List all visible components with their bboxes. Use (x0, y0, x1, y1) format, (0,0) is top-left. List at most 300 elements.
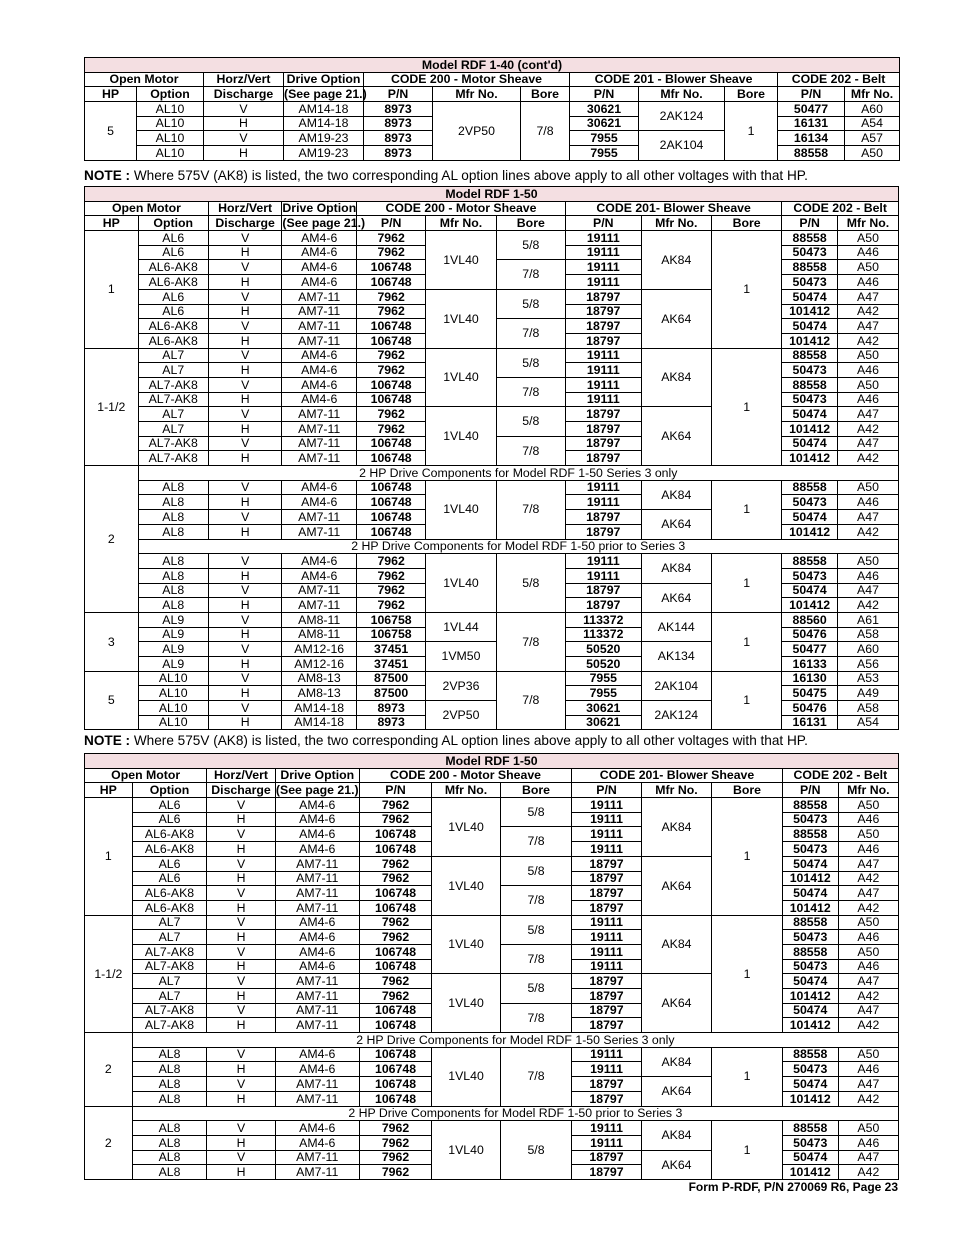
cell: AK64 (641, 289, 711, 348)
cell: AL10 (137, 102, 204, 117)
cell: 30621 (565, 715, 641, 730)
cell: 1VL44 (426, 612, 496, 641)
cell: AL8 (138, 554, 208, 569)
cell: 50473 (782, 495, 838, 510)
cell: AM14-18 (282, 715, 357, 730)
cell: AM4-6 (282, 568, 357, 583)
cell: A42 (838, 871, 898, 886)
table-row (85, 480, 899, 495)
cell: H (207, 1135, 275, 1150)
cell: 101412 (782, 1165, 838, 1180)
cell: 50476 (782, 701, 838, 716)
cell: H (208, 627, 282, 642)
cell: A47 (837, 436, 898, 451)
cell: 1VL40 (426, 407, 496, 466)
cell: A46 (837, 568, 898, 583)
cell: A46 (838, 1135, 898, 1150)
hp-cell: 1 (85, 798, 133, 916)
note-text: Where 575V (AK8) is listed, the two corresponding AL option lines above apply to all other voltages with that HP. (130, 733, 808, 748)
cell: 1VL40 (432, 1047, 500, 1106)
header-see-page: (See page 21.) (282, 216, 366, 231)
cell: 101412 (782, 871, 838, 886)
cell: AM14-18 (284, 116, 364, 131)
cell: AK84 (641, 1047, 712, 1076)
cell: 50473 (782, 930, 838, 945)
cell: A47 (837, 407, 898, 422)
header-code-200: CODE 200 - Motor Sheave (356, 201, 565, 216)
cell: AM7-11 (282, 510, 357, 525)
cell: 1VL40 (432, 798, 500, 857)
cell: 106748 (356, 392, 425, 407)
header-horz-vert: Horz/Vert (204, 72, 284, 87)
cell: V (207, 944, 275, 959)
cell: 1 (712, 798, 783, 916)
cell: 88560 (782, 612, 838, 627)
cell: 113372 (565, 627, 641, 642)
cell: 101412 (782, 333, 838, 348)
header-pn: P/N (782, 216, 838, 231)
cell: H (207, 900, 275, 915)
cell: 16131 (782, 715, 838, 730)
cell: A42 (838, 1165, 898, 1180)
header-mfr: Mfr No. (641, 783, 712, 798)
hp-cell: 3 (85, 612, 139, 671)
cell: AK84 (641, 1121, 712, 1150)
cell: H (208, 524, 282, 539)
cell: 7962 (356, 598, 425, 613)
header-code-200: CODE 200 - Motor Sheave (359, 768, 572, 783)
cell: 8973 (356, 701, 425, 716)
cell: 19111 (572, 1047, 641, 1062)
cell: 1 (711, 348, 781, 466)
cell: AM7-11 (282, 333, 357, 348)
cell: A47 (838, 1077, 898, 1092)
cell: AM4-6 (275, 1047, 359, 1062)
cell: AL9 (138, 612, 208, 627)
cell: 50473 (782, 1135, 838, 1150)
cell: 7962 (356, 363, 425, 378)
header-mfr: Mfr No. (845, 87, 900, 102)
cell: 106748 (356, 319, 425, 334)
cell: V (208, 319, 282, 334)
cell: 7/8 (496, 377, 565, 406)
cell: AM4-6 (275, 1135, 359, 1150)
cell: AM4-6 (282, 260, 357, 275)
cell: 1VL40 (432, 1121, 500, 1180)
cell: 106748 (359, 1091, 432, 1106)
cell: 19111 (572, 944, 641, 959)
cell: 19111 (572, 798, 641, 813)
cell: H (207, 1062, 275, 1077)
cell: 18797 (572, 1018, 641, 1033)
cell: 7955 (570, 131, 639, 146)
cell: 7/8 (496, 480, 565, 539)
cell: 88558 (782, 554, 838, 569)
cell: 7/8 (496, 612, 565, 671)
cell: 7962 (359, 812, 432, 827)
header-code-201: CODE 201- Blower Sheave (565, 201, 781, 216)
hp-cell: 5 (85, 102, 137, 161)
cell: 18797 (565, 583, 641, 598)
header-pn: P/N (570, 87, 639, 102)
section-note: 2 HP Drive Components for Model RDF 1-50 Series 3 only (132, 1033, 898, 1048)
cell: V (208, 480, 282, 495)
cell: AL10 (138, 671, 208, 686)
cell: 50477 (778, 102, 845, 117)
header-bore: Bore (500, 783, 572, 798)
cell: A60 (845, 102, 900, 117)
cell: 7/8 (496, 436, 565, 465)
cell: AM7-11 (282, 407, 357, 422)
cell: 18797 (572, 1003, 641, 1018)
cell: A42 (838, 989, 898, 1004)
cell: V (207, 1121, 275, 1136)
cell: AM7-11 (275, 871, 359, 886)
cell: 5/8 (496, 554, 565, 613)
cell: 101412 (782, 451, 838, 466)
table-row (85, 671, 899, 686)
cell: H (208, 568, 282, 583)
cell: AK64 (641, 856, 712, 915)
model-rdf-1-50-table-2 (84, 753, 899, 1180)
header-horz-vert: Horz/Vert (208, 201, 282, 216)
cell: AL6-AK8 (138, 333, 208, 348)
cell: V (208, 260, 282, 275)
cell: V (207, 1003, 275, 1018)
cell: AL8 (138, 524, 208, 539)
table-row (85, 915, 899, 930)
header-code-202: CODE 202 - Belt (782, 201, 899, 216)
cell: 30621 (565, 701, 641, 716)
cell: A47 (838, 856, 898, 871)
cell: A54 (837, 715, 898, 730)
cell: A46 (837, 495, 898, 510)
cell: V (207, 856, 275, 871)
cell: AM7-11 (275, 1165, 359, 1180)
cell: 8973 (356, 715, 425, 730)
cell: 106748 (356, 260, 425, 275)
cell: A42 (837, 333, 898, 348)
cell: V (204, 131, 284, 146)
cell: A50 (838, 915, 898, 930)
cell: 19111 (572, 1121, 641, 1136)
cell: 106748 (356, 333, 425, 348)
cell: AL10 (138, 715, 208, 730)
table-row (85, 1047, 899, 1062)
cell: H (208, 422, 282, 437)
header-code-202: CODE 202 - Belt (782, 768, 898, 783)
cell: AL8 (138, 480, 208, 495)
cell: 5/8 (496, 289, 565, 318)
cell: A61 (837, 612, 898, 627)
cell: V (207, 1077, 275, 1092)
cell: AM8-11 (282, 612, 357, 627)
cell: 2VP50 (426, 701, 496, 730)
cell: 7962 (356, 568, 425, 583)
note-label: NOTE : (84, 733, 131, 748)
cell: 106748 (356, 480, 425, 495)
cell: AM7-11 (282, 304, 357, 319)
cell: A50 (838, 827, 898, 842)
cell: 19111 (565, 260, 641, 275)
cell: 7/8 (496, 260, 565, 289)
cell: 87500 (356, 671, 425, 686)
cell: H (208, 245, 282, 260)
cell: 5/8 (500, 974, 572, 1003)
header-mfr: Mfr No. (639, 87, 725, 102)
cell: 7962 (359, 1150, 432, 1165)
header-pn: P/N (572, 783, 641, 798)
cell: 8973 (364, 102, 433, 117)
cell: 50473 (782, 392, 838, 407)
cell: 50476 (782, 627, 838, 642)
cell: AK64 (641, 510, 711, 539)
cell: A47 (837, 319, 898, 334)
cell: 50475 (782, 686, 838, 701)
cell: 19111 (565, 245, 641, 260)
cell: AL9 (138, 627, 208, 642)
cell: A46 (838, 812, 898, 827)
note-text: Where 575V (AK8) is listed, the two corresponding AL option lines above apply to all other voltages with that HP. (130, 168, 808, 183)
hp-cell: 1-1/2 (85, 348, 139, 466)
cell: 88558 (782, 377, 838, 392)
cell: V (207, 827, 275, 842)
cell: 5/8 (500, 1121, 572, 1180)
header-open-motor: Open Motor (85, 72, 204, 87)
cell: 2VP36 (426, 671, 496, 700)
cell: AL7 (132, 974, 207, 989)
cell: A46 (838, 1062, 898, 1077)
header-discharge: Discharge (204, 87, 284, 102)
cell: 7962 (356, 245, 425, 260)
cell: AL8 (138, 568, 208, 583)
cell: 18797 (572, 1091, 641, 1106)
cell: AM7-11 (275, 856, 359, 871)
cell: 19111 (572, 959, 641, 974)
cell: AM4-6 (275, 827, 359, 842)
cell: H (207, 930, 275, 945)
header-bore: Bore (712, 783, 783, 798)
cell: AM7-11 (282, 524, 357, 539)
header-see-page: (See page 21.) (275, 783, 359, 798)
cell: AM7-11 (275, 1091, 359, 1106)
cell: 101412 (782, 1018, 838, 1033)
cell: 50473 (782, 959, 838, 974)
cell: A47 (837, 583, 898, 598)
cell: H (207, 812, 275, 827)
header-discharge: Discharge (207, 783, 275, 798)
cell: V (207, 915, 275, 930)
cell: AM4-6 (275, 1121, 359, 1136)
cell: 16131 (778, 116, 845, 131)
cell: 50474 (782, 289, 838, 304)
cell: H (207, 959, 275, 974)
cell: AK84 (641, 915, 712, 974)
cell: 7962 (359, 915, 432, 930)
cell: 18797 (572, 989, 641, 1004)
cell: AM4-6 (275, 944, 359, 959)
cell: 19111 (572, 842, 641, 857)
cell: AL6-AK8 (138, 319, 208, 334)
cell: AL8 (138, 510, 208, 525)
table-title: Model RDF 1-50 (85, 187, 899, 202)
cell: 5/8 (496, 407, 565, 436)
cell: AM19-23 (284, 146, 364, 161)
header-pn: P/N (565, 216, 641, 231)
cell: 88558 (782, 1047, 838, 1062)
cell: A58 (837, 627, 898, 642)
header-code-201: CODE 201- Blower Sheave (572, 768, 782, 783)
cell: AL6 (132, 871, 207, 886)
cell: 88558 (782, 798, 838, 813)
cell: A49 (837, 686, 898, 701)
cell: 106748 (356, 495, 425, 510)
header-code-200: CODE 200 - Motor Sheave (364, 72, 570, 87)
cell: 106748 (359, 1062, 432, 1077)
cell: 106748 (359, 1047, 432, 1062)
cell: AK144 (641, 612, 711, 641)
cell: 7962 (359, 798, 432, 813)
cell: 106748 (356, 275, 425, 290)
cell: 106748 (359, 1003, 432, 1018)
table-row (85, 348, 899, 363)
cell: V (208, 642, 282, 657)
cell: 18797 (565, 422, 641, 437)
cell: 88558 (782, 480, 838, 495)
cell: 106748 (359, 1077, 432, 1092)
header-mfr: Mfr No. (641, 216, 711, 231)
cell: H (208, 304, 282, 319)
cell: 19111 (572, 1135, 641, 1150)
cell: A50 (837, 260, 898, 275)
header-horz-vert: Horz/Vert (207, 768, 275, 783)
table-row (85, 102, 900, 117)
cell: AK84 (641, 480, 711, 509)
cell: A53 (837, 671, 898, 686)
cell: AM4-6 (282, 275, 357, 290)
cell: 106748 (356, 510, 425, 525)
cell: 106748 (359, 1018, 432, 1033)
cell: AM14-18 (284, 102, 364, 117)
cell: 106748 (359, 959, 432, 974)
model-rdf-1-50-table (84, 186, 899, 730)
cell: 113372 (565, 612, 641, 627)
cell: 18797 (572, 974, 641, 989)
table-row (85, 612, 899, 627)
cell: A50 (838, 798, 898, 813)
cell: A47 (838, 886, 898, 901)
cell: H (207, 1018, 275, 1033)
cell: 50474 (782, 856, 838, 871)
cell: AK84 (641, 231, 711, 290)
cell: 19111 (565, 480, 641, 495)
table-title: Model RDF 1-40 (cont'd) (85, 58, 900, 73)
cell: AL7 (138, 422, 208, 437)
header-drive-option: Drive Option (275, 768, 359, 783)
cell: 101412 (782, 598, 838, 613)
cell: AL6 (138, 289, 208, 304)
cell: 18797 (565, 289, 641, 304)
cell: V (208, 289, 282, 304)
cell: AL6 (138, 231, 208, 246)
header-pn: P/N (364, 87, 433, 102)
cell: AL7-AK8 (132, 1003, 207, 1018)
cell: 19111 (565, 377, 641, 392)
cell: AM4-6 (282, 480, 357, 495)
cell: AL7 (132, 989, 207, 1004)
cell: 18797 (565, 407, 641, 422)
cell: 106748 (356, 377, 425, 392)
cell: A50 (838, 944, 898, 959)
table-row (85, 798, 899, 813)
cell: V (208, 583, 282, 598)
cell: V (208, 377, 282, 392)
cell: 5/8 (500, 798, 572, 827)
cell: 106748 (359, 842, 432, 857)
cell: AK84 (641, 798, 712, 857)
cell: V (207, 1150, 275, 1165)
cell: A42 (838, 900, 898, 915)
cell: A46 (838, 959, 898, 974)
cell: AM4-6 (275, 1062, 359, 1077)
cell: H (207, 1165, 275, 1180)
cell: 19111 (572, 915, 641, 930)
hp-cell: 2 (85, 1106, 133, 1179)
cell: AK64 (641, 583, 711, 612)
cell: AM8-11 (282, 627, 357, 642)
cell: AL6-AK8 (132, 886, 207, 901)
cell: AK64 (641, 1150, 712, 1179)
cell: AL8 (132, 1121, 207, 1136)
cell: A42 (837, 304, 898, 319)
header-hp: HP (85, 783, 133, 798)
cell: H (208, 392, 282, 407)
cell: 106748 (359, 827, 432, 842)
cell: AL7 (132, 930, 207, 945)
note-label: NOTE : (84, 168, 131, 183)
cell: 19111 (565, 348, 641, 363)
cell: AM4-6 (282, 495, 357, 510)
cell: V (204, 102, 284, 117)
cell: A46 (838, 930, 898, 945)
cell: 106748 (356, 524, 425, 539)
cell: AL10 (137, 146, 204, 161)
cell: 7962 (356, 231, 425, 246)
cell: AL7-AK8 (138, 392, 208, 407)
cell: 7962 (356, 304, 425, 319)
cell: AM7-11 (275, 1018, 359, 1033)
hp-cell: 2 (85, 1033, 133, 1106)
cell: 101412 (782, 422, 838, 437)
cell: A42 (837, 598, 898, 613)
cell: 106748 (356, 451, 425, 466)
cell: 7/8 (500, 886, 572, 915)
cell: AL8 (132, 1077, 207, 1092)
cell: 1VL40 (432, 974, 500, 1033)
cell: 50474 (782, 407, 838, 422)
header-discharge: Discharge (208, 216, 282, 231)
cell: 7962 (359, 974, 432, 989)
cell: A42 (837, 422, 898, 437)
cell: 88558 (782, 944, 838, 959)
cell: 50473 (782, 1062, 838, 1077)
cell: 88558 (782, 827, 838, 842)
cell: A46 (837, 245, 898, 260)
page-footer: Form P-RDF, P/N 270069 R6, Page 23 (688, 1180, 898, 1194)
cell: A47 (838, 974, 898, 989)
cell: 50474 (782, 886, 838, 901)
cell: 7/8 (496, 671, 565, 730)
